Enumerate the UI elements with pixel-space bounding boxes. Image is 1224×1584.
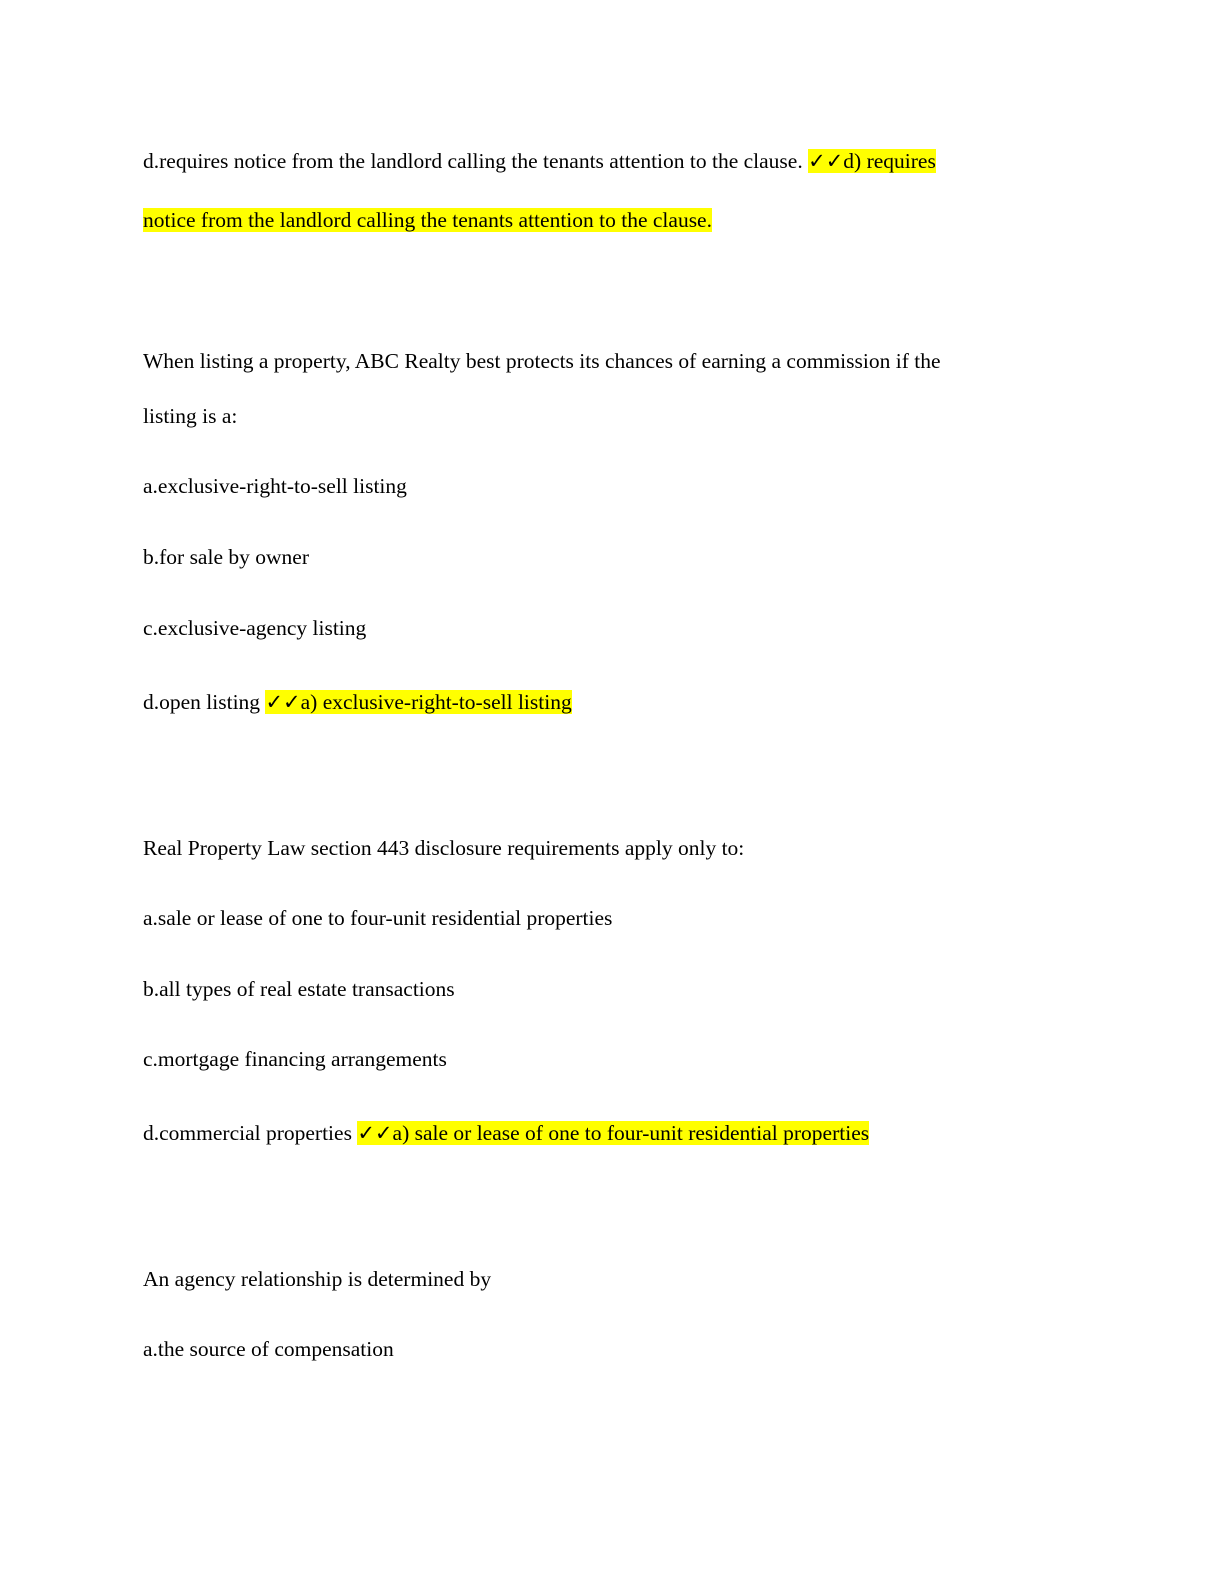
q0-check-icon: ✓✓ [808,149,844,173]
q1-option-a: a.exclusive-right-to-sell listing [143,474,407,498]
q0-answer-line1: d) requires [843,149,936,173]
q2-question: Real Property Law section 443 disclosure requirements apply only to: [143,836,745,860]
q2-answer: a) sale or lease of one to four-unit residential properties [392,1121,870,1145]
q1-answer-highlight [265,690,571,714]
q2-option-d: d.commercial properties [143,1121,358,1145]
q1-option-d: d.open listing [143,690,266,714]
q1-answer: a) exclusive-right-to-sell listing [300,690,572,714]
q0-answer-line2: notice from the landlord calling the tenants attention to the clause. [143,208,712,232]
q1-question-line1: When listing a property, ABC Realty best protects its chances of earning a commission if the [143,349,941,373]
q0-option-d-line [143,146,936,176]
q1-check-icon: ✓✓ [265,690,301,714]
q0-answer-highlight [808,149,936,173]
q0-option-d: d.requires notice from the landlord calling the tenants attention to the clause. [143,149,809,173]
q3-question: An agency relationship is determined by [143,1267,492,1291]
q2-option-a: a.sale or lease of one to four-unit residential properties [143,906,613,930]
q1-question-line2: listing is a: [143,404,238,428]
q1-option-b: b.for sale by owner [143,545,309,569]
q1-option-d-line [143,687,572,717]
q2-option-b: b.all types of real estate transactions [143,977,455,1001]
q3-option-a: a.the source of compensation [143,1337,394,1361]
q2-answer-highlight [357,1121,869,1145]
q2-check-icon: ✓✓ [357,1121,393,1145]
q1-option-c: c.exclusive-agency listing [143,616,367,640]
q2-option-c: c.mortgage financing arrangements [143,1047,447,1071]
q2-option-d-line [143,1118,869,1148]
q0-answer-line2-row [143,205,712,235]
